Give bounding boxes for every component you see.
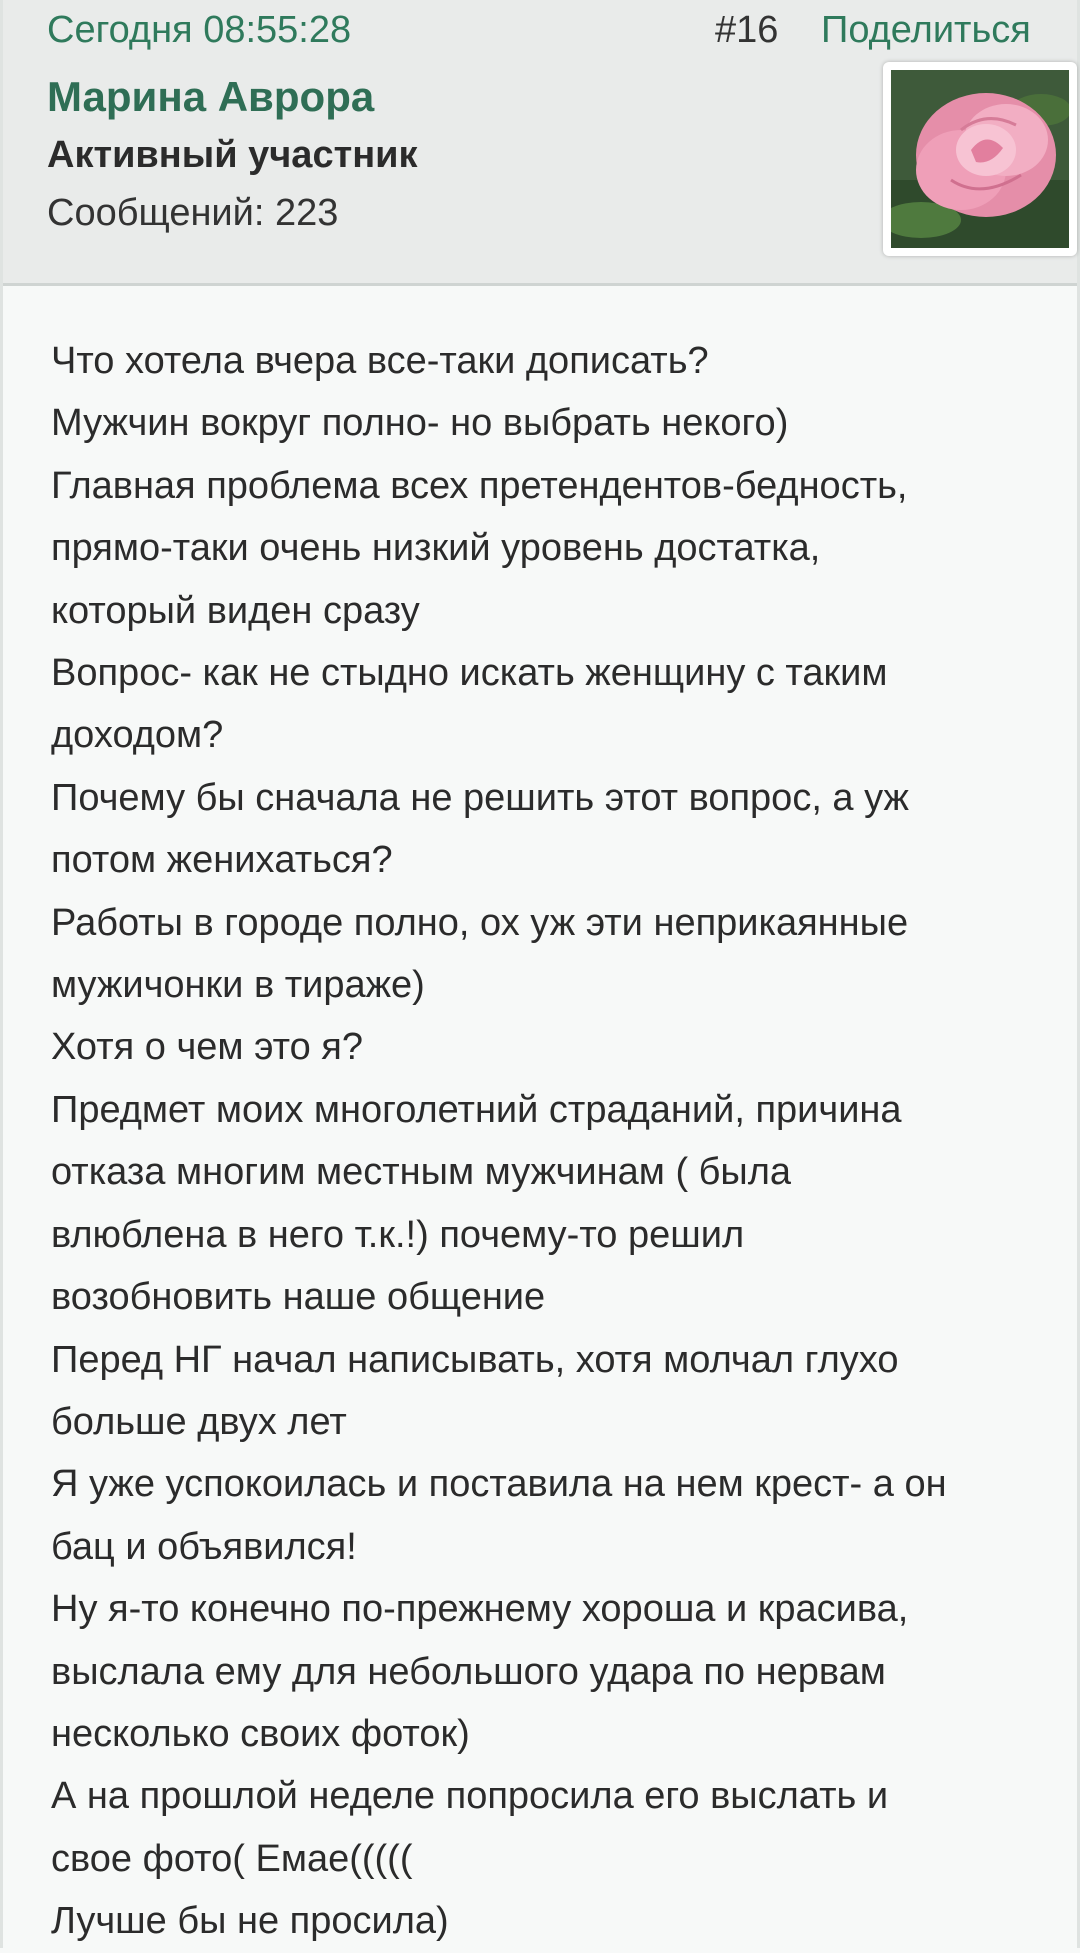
post-text-line: Перед НГ начал написывать, хотя молчал глухо bbox=[51, 1338, 899, 1381]
post-text-line: Мужчин вокруг полно- но выбрать некого) bbox=[51, 402, 789, 445]
post-text-line: Я уже успокоилась и поставила на нем крест- а он bbox=[51, 1463, 947, 1506]
post-text-line: который виден сразу bbox=[51, 589, 420, 632]
post-text-line: больше двух лет bbox=[51, 1400, 347, 1443]
post-text-line: Хотя о чем это я? bbox=[51, 1026, 363, 1069]
post-text-line: Главная проблема всех претендентов-бедность, bbox=[51, 464, 908, 507]
post-text-line: доходом? bbox=[51, 714, 224, 757]
post-date: Сегодня 08:55:28 bbox=[47, 9, 352, 51]
post-text-line: Что хотела вчера все-таки дописать? bbox=[51, 340, 709, 382]
post-text-line: отказа многим местным мужчинам ( была bbox=[51, 1151, 792, 1194]
post-text-line: возобновить наше общение bbox=[51, 1276, 546, 1319]
post-text-line: Ну я-то конечно по-прежнему хороша и красива, bbox=[51, 1588, 909, 1631]
post-number-link[interactable]: #16 bbox=[715, 9, 779, 51]
post-text-line: влюблена в него т.к.!) почему-то решил bbox=[51, 1213, 745, 1256]
post-text-line: А на прошлой неделе попросила его выслать и bbox=[51, 1775, 889, 1818]
avatar[interactable] bbox=[883, 62, 1077, 256]
rose-avatar-icon bbox=[891, 70, 1069, 248]
post-text-line: свое фото( Емае((((( bbox=[51, 1837, 413, 1880]
share-link[interactable]: Поделиться bbox=[821, 9, 1031, 51]
post-text-line: мужичонки в тираже) bbox=[51, 964, 425, 1007]
post-text-line: Предмет моих многолетний страданий, причина bbox=[51, 1088, 902, 1131]
post-header bbox=[3, 0, 1077, 286]
author-rank: Активный участник bbox=[47, 134, 418, 176]
post-text-line: бац и объявился! bbox=[51, 1525, 357, 1568]
author-name-link[interactable]: Марина Аврора bbox=[47, 73, 375, 120]
post-text-line: Лучше бы не просила) bbox=[51, 1900, 449, 1943]
post-text-line: Почему бы сначала не решить этот вопрос, а уж bbox=[51, 776, 909, 819]
post-text-line: Работы в городе полно, ох уж эти неприкаянные bbox=[51, 901, 909, 944]
post-text-line: Вопрос- как не стыдно искать женщину с таким bbox=[51, 652, 888, 695]
post-text-line: несколько своих фоток) bbox=[51, 1712, 470, 1755]
post-body bbox=[51, 330, 1051, 1953]
post-text-line: прямо-таки очень низкий уровень достатка, bbox=[51, 527, 821, 570]
post-text-line: выслала ему для небольшого удара по нервам bbox=[51, 1650, 886, 1693]
author-posts-count: Сообщений: 223 bbox=[47, 192, 339, 234]
post-text-line: потом жениxаться? bbox=[51, 839, 393, 882]
